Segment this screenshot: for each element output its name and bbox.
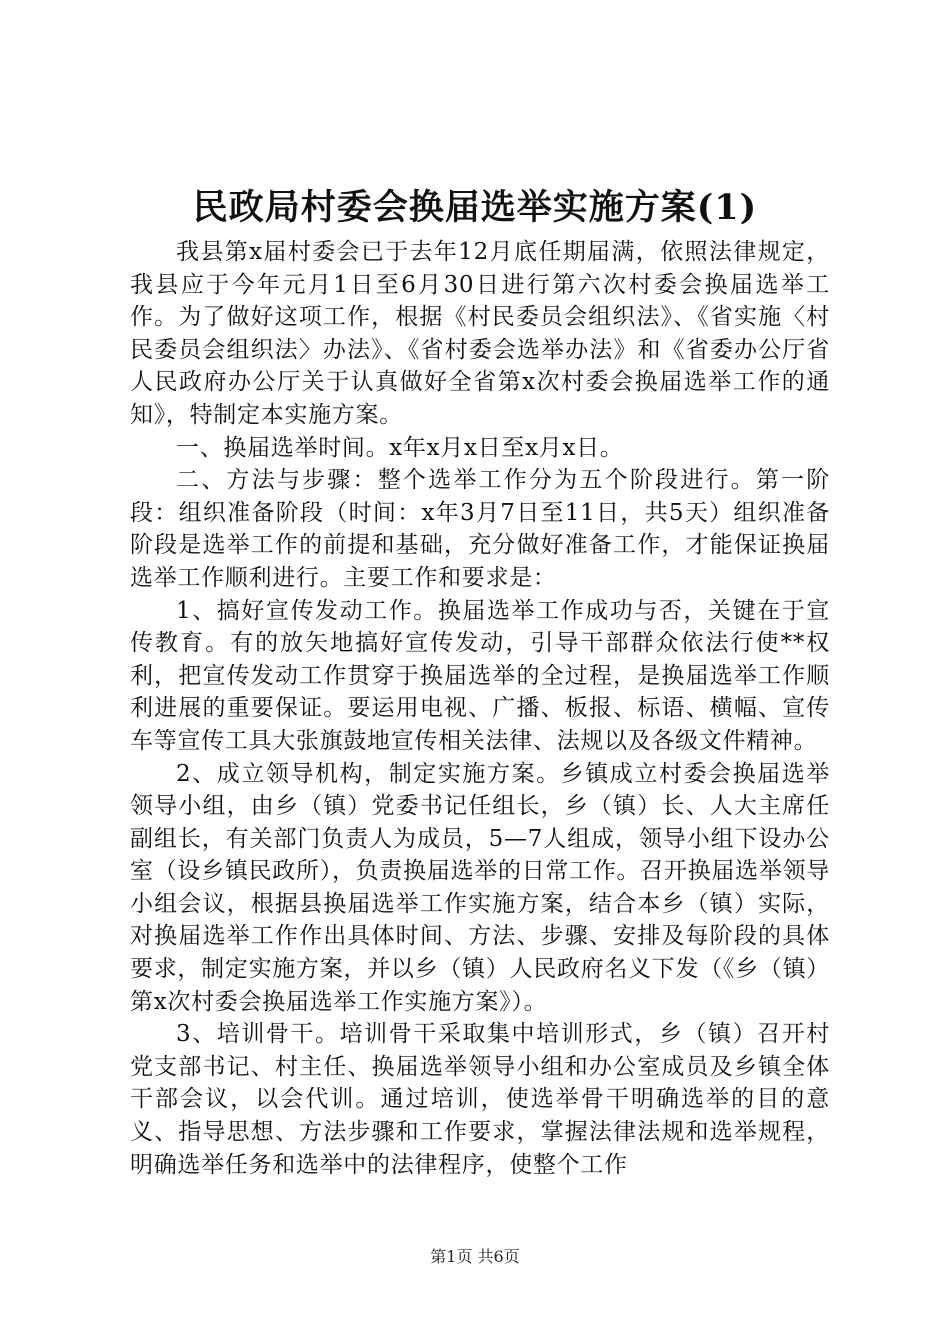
paragraph-intro: 我县第x届村委会已于去年12月底任期届满，依照法律规定，我县应于今年元月1日至6月30日进行第六次村委会换届选举工作。为了做好这项工作，根据《村民委员会组织法》、《省实施〈村民委员会组织法〉办法》、《省村委会选举办法》和《省委办公厅省人民政府办公厅关于认真做好全省第x次村委会换届选举工作的通知》，特制定本实施方案。 — [130, 239, 830, 428]
document-body — [130, 236, 830, 1181]
paragraph-leadership: 2、成立领导机构，制定实施方案。乡镇成立村委会换届选举领导小组，由乡（镇）党委书记任组长，乡（镇）长、人大主席任副组长，有关部门负责人为成员，5—7人组成，领导小组下设办公室（设乡镇民政所），负责换届选举的日常工作。召开换届选举领导小组会议，根据县换届选举工作实施方案，结合本乡（镇）实际，对换届选举工作作出具体时间、方法、步骤、安排及每阶段的具体要求，制定实施方案，并以乡（镇）人民政府名义下发（《乡（镇）第x次村委会换届选举工作实施方案》）。 — [130, 760, 830, 1015]
paragraph-training: 3、培训骨干。培训骨干采取集中培训形式，乡（镇）召开村党支部书记、村主任、换届选举领导小组和办公室成员及乡镇全体干部会议，以会代训。通过培训，使选举骨干明确选举的目的意义、指导思想、方法步骤和工作要求，掌握法律法规和选举规程，明确选举任务和选举中的法律程序，使整个工作 — [130, 1021, 830, 1178]
document-title: 民政局村委会换届选举实施方案(1) — [192, 187, 758, 228]
page-number-footer: 第1页 共6页 — [430, 1247, 520, 1266]
paragraph-methods-steps: 二、方法与步骤：整个选举工作分为五个阶段进行。第一阶段：组织准备阶段（时间：x年3月7日至11日，共5天）组织准备阶段是选举工作的前提和基础，充分做好准备工作，才能保证换届选举工作顺利进行。主要工作和要求是： — [130, 467, 830, 591]
paragraph-election-time: 一、换届选举时间。x年x月x日至x月x日。 — [176, 434, 624, 461]
paragraph-publicity: 1、搞好宣传发动工作。换届选举工作成功与否，关键在于宣传教育。有的放矢地搞好宣传发动，引导干部群众依法行使**权利，把宣传发动工作贯穿于换届选举的全过程，是换届选举工作顺利进展的重要保证。要运用电视、广播、板报、标语、横幅、宣传车等宣传工具大张旗鼓地宣传相关法律、法规以及各级文件精神。 — [130, 597, 830, 754]
